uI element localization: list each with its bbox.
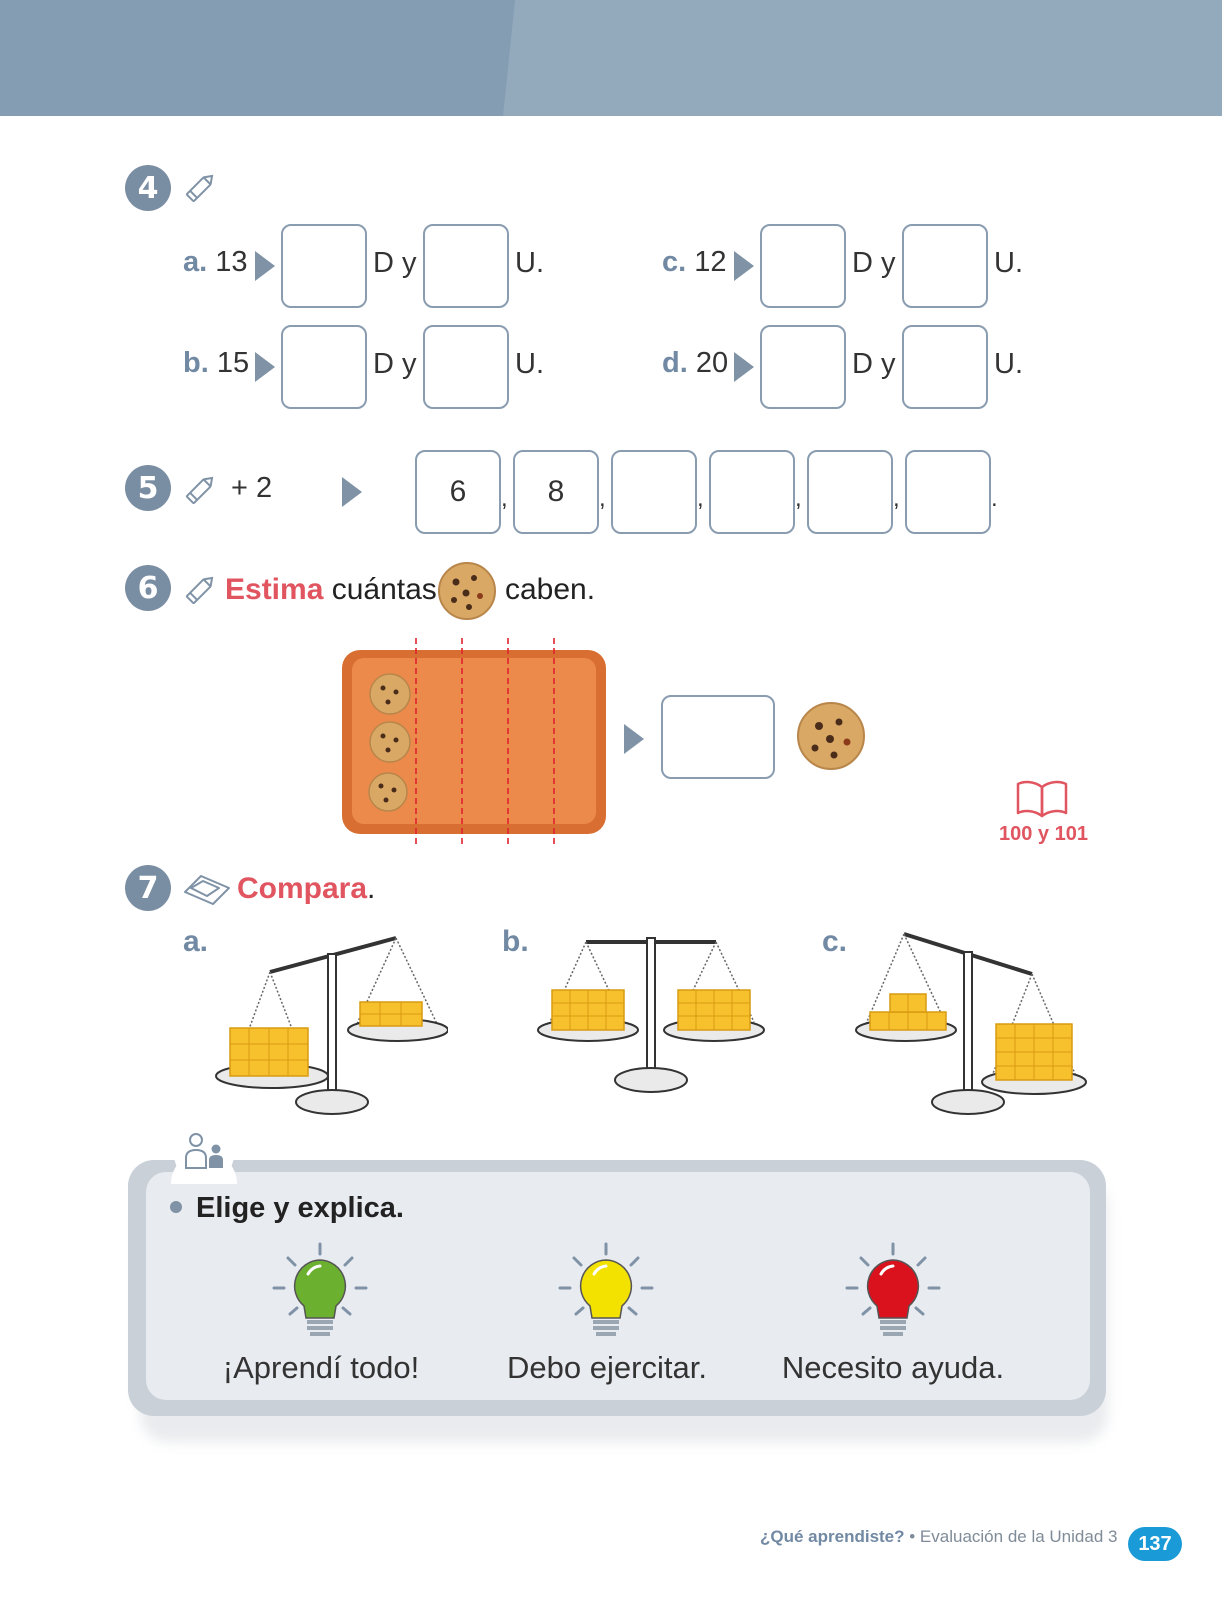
scale-c-label: c.: [822, 925, 848, 958]
arrow-icon: [342, 477, 362, 507]
sequence-end: .: [991, 485, 998, 512]
exercise-7-title: [237, 872, 375, 906]
tens-label: D y: [373, 348, 417, 380]
sequence-separator: ,: [599, 485, 606, 512]
units-answer-box[interactable]: [423, 325, 509, 409]
instruction-text: cuántas: [331, 573, 437, 606]
pencil-icon: [180, 470, 220, 510]
item-number: 13: [215, 246, 248, 278]
estimate-answer-box[interactable]: [661, 695, 775, 779]
balance-scale-c: [852, 930, 1088, 1120]
arrow-icon: [734, 251, 754, 281]
footer-section: ¿Qué aprendiste?: [760, 1527, 905, 1546]
people-icon: [171, 1124, 237, 1184]
units-label: U.: [994, 247, 1023, 279]
panel-prompt: Elige y explica.: [196, 1192, 404, 1224]
arrow-icon: [624, 724, 644, 754]
item-letter: b.: [183, 347, 209, 379]
exercise-6-title: [225, 573, 437, 607]
units-label: U.: [515, 247, 544, 279]
arrow-icon: [255, 251, 275, 281]
yellow-lightbulb-icon[interactable]: [556, 1242, 656, 1342]
item-4a-label: [183, 246, 248, 279]
sequence-box[interactable]: [611, 450, 697, 534]
tens-answer-box[interactable]: [281, 325, 367, 409]
sequence-rule: + 2: [231, 472, 273, 504]
eraser-icon: [181, 868, 233, 908]
page-number: 137: [1128, 1527, 1182, 1561]
item-number: 12: [694, 246, 727, 278]
exercise-7-number: 7: [125, 865, 171, 911]
option-need-practice[interactable]: Debo ejercitar.: [507, 1350, 707, 1385]
page-reference[interactable]: 100 y 101: [999, 823, 1088, 845]
pencil-icon: [180, 570, 220, 610]
option-learned-all[interactable]: ¡Aprendí todo!: [222, 1350, 420, 1385]
tens-label: D y: [852, 348, 896, 380]
sequence-box[interactable]: [807, 450, 893, 534]
instruction-end: caben.: [505, 573, 596, 606]
exercise-4-number: 4: [125, 165, 171, 211]
exercise-5-number: 5: [125, 465, 171, 511]
cookie-icon: [370, 674, 410, 714]
units-answer-box[interactable]: [902, 325, 988, 409]
green-lightbulb-icon[interactable]: [270, 1242, 370, 1342]
exercise-6-number: 6: [125, 565, 171, 611]
item-number: 15: [216, 347, 250, 379]
instruction-end: .: [367, 872, 376, 905]
tens-answer-box[interactable]: [281, 224, 367, 308]
instruction-verb: Estima: [225, 573, 324, 606]
scale-a-label: a.: [183, 925, 209, 958]
tens-label: D y: [852, 247, 896, 279]
tens-label: D y: [373, 247, 417, 279]
bullet: [170, 1201, 182, 1213]
cookie-icon: [795, 700, 867, 772]
balance-scale-a: [212, 930, 448, 1120]
footer-caption: [760, 1527, 1117, 1547]
cookie-tray-illustration: [338, 636, 610, 848]
instruction-verb: Compara: [237, 872, 368, 905]
sequence-separator: ,: [893, 485, 900, 512]
sequence-box[interactable]: 8: [513, 450, 599, 534]
item-letter: a.: [183, 246, 208, 278]
item-4b-label: [183, 347, 249, 380]
item-letter: d.: [662, 347, 688, 379]
book-icon: [1014, 775, 1070, 821]
sequence-box[interactable]: [709, 450, 795, 534]
sequence-separator: ,: [501, 485, 508, 512]
sequence-box[interactable]: 6: [415, 450, 501, 534]
item-number: 20: [695, 347, 729, 379]
footer-unit: • Evaluación de la Unidad 3: [904, 1527, 1118, 1546]
cookie-icon: [370, 722, 410, 762]
option-need-help[interactable]: Necesito ayuda.: [781, 1350, 1005, 1385]
units-label: U.: [515, 348, 544, 380]
sequence-separator: ,: [697, 485, 704, 512]
item-4c-label: [662, 246, 727, 279]
units-answer-box[interactable]: [423, 224, 509, 308]
units-label: U.: [994, 348, 1023, 380]
arrow-icon: [734, 352, 754, 382]
sequence-box[interactable]: [905, 450, 991, 534]
units-answer-box[interactable]: [902, 224, 988, 308]
pencil-icon: [180, 168, 220, 208]
tens-answer-box[interactable]: [760, 224, 846, 308]
scale-b-label: b.: [502, 925, 529, 958]
red-lightbulb-icon[interactable]: [843, 1242, 943, 1342]
cookie-icon: [436, 560, 498, 622]
header-band: [0, 0, 1222, 116]
sequence-separator: ,: [795, 485, 802, 512]
item-4d-label: [662, 347, 728, 380]
balance-scale-b: [536, 930, 766, 1120]
arrow-icon: [255, 352, 275, 382]
item-letter: c.: [662, 246, 687, 278]
cookie-icon: [369, 773, 407, 811]
tens-answer-box[interactable]: [760, 325, 846, 409]
